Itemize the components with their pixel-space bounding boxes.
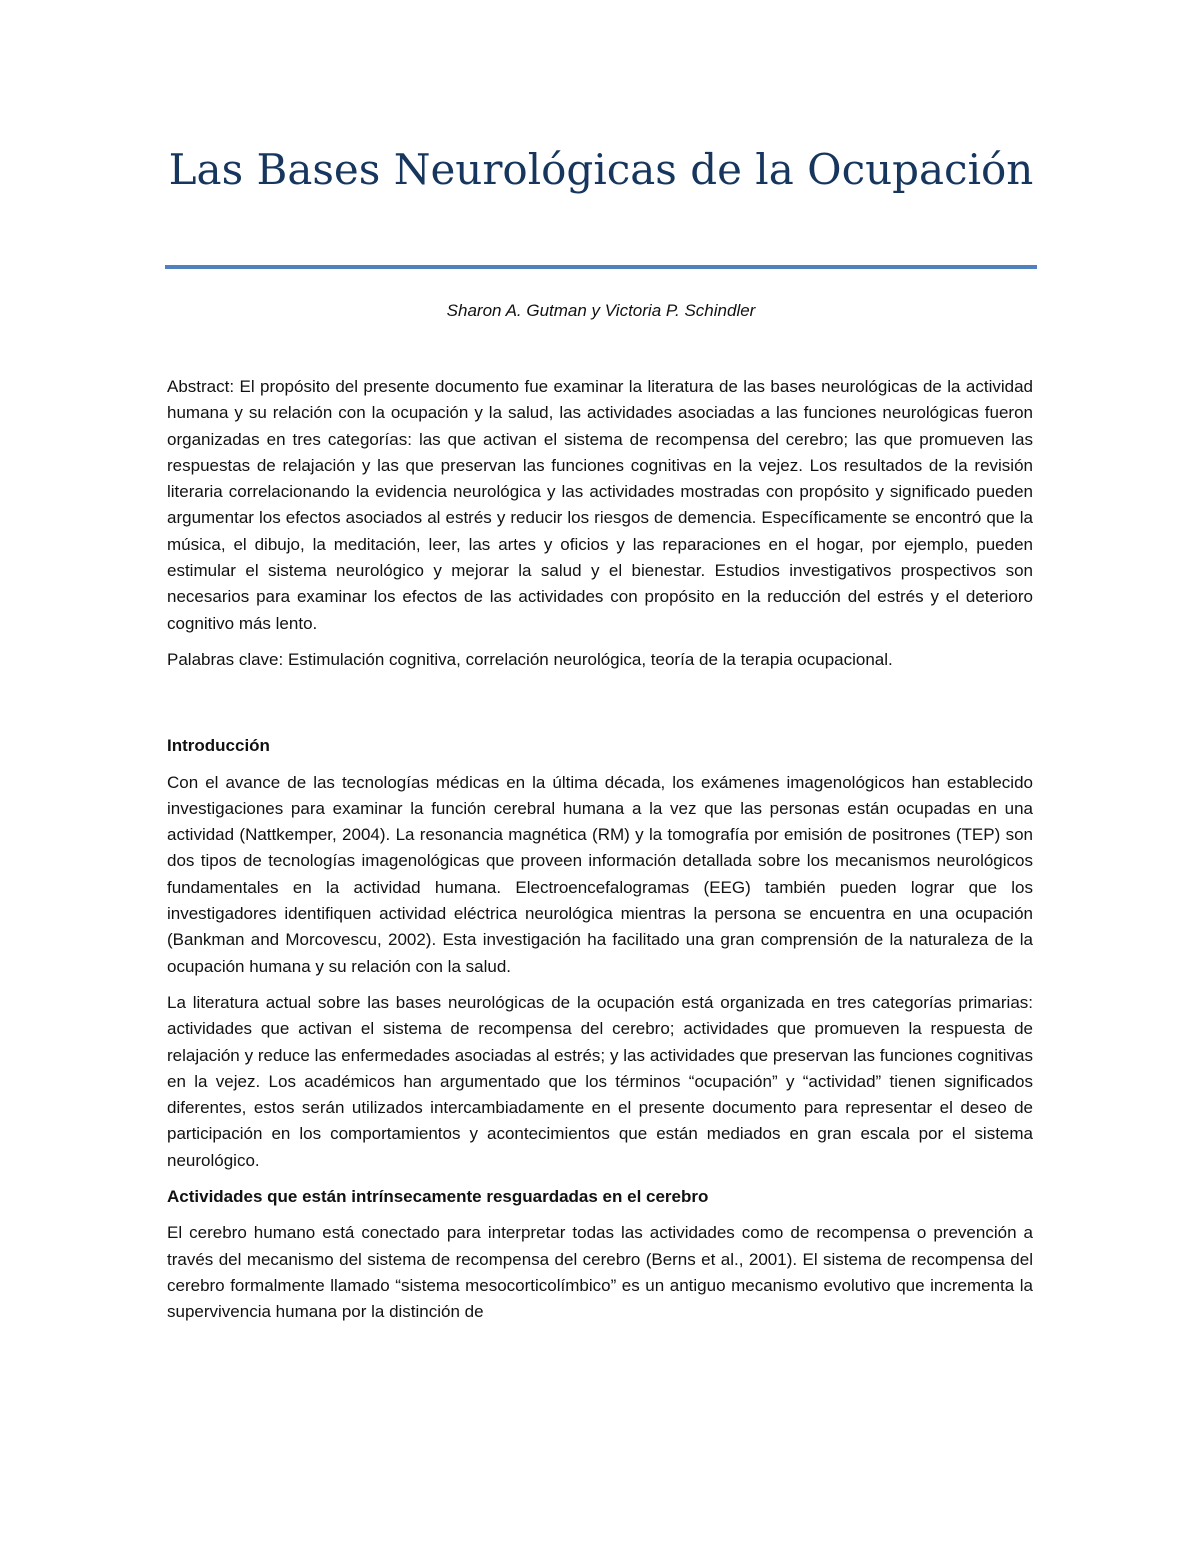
body-paragraph: La literatura actual sobre las bases neurológicas de la ocupación está organizada en tres categorías primarias: actividades que activan el sistema de recompensa del cerebro; actividades que promueven la respuesta de relajación y reduce las enfermedades asociadas al estrés; y las actividades que preservan las funciones cognitivas en la vejez. Los académicos han argumentado que los términos “ocupación” y “actividad” tienen significados diferentes, estos serán utilizados intercambiadamente en el presente documento para representar el deseo de participación en los comportamientos y acontecimientos que están mediados en gran escala por el sistema neurológico. [167,992,1033,1170]
section-heading-actividades: Actividades que están intrínsecamente resguardadas en el cerebro [167,1187,709,1207]
title-divider [165,265,1037,269]
section-spacer [167,683,1033,733]
document-body [167,374,1033,1336]
document-authors: Sharon A. Gutman y Victoria P. Schindler [446,301,756,320]
keywords-paragraph: Palabras clave: Estimulación cognitiva, correlación neurológica, teoría de la terapia ocupacional. [167,649,893,669]
document-title: Las Bases Neurológicas de la Ocupación [168,145,1034,194]
abstract-paragraph: Abstract: El propósito del presente documento fue examinar la literatura de las bases neurológicas de la actividad humana y su relación con la ocupación y la salud, las actividades asociadas a las funciones neurológicas fueron organizadas en tres categorías: las que activan el sistema de recompensa del cerebro; las que promueven las respuestas de relajación y las que preservan las funciones cognitivas en la vejez. Los resultados de la revisión literaria correlacionando la evidencia neurológica y las actividades mostradas con propósito y significado pueden argumentar los efectos asociados al estrés y reducir los riesgos de demencia. Específicamente se encontró que la música, el dibujo, la meditación, leer, las artes y oficios y las reparaciones en el hogar, por ejemplo, pueden estimular el sistema neurológico y mejorar la salud y el bienestar. Estudios investigativos prospectivos son necesarios para examinar los efectos de las actividades con propósito en la reducción del estrés y el deterioro cognitivo más lento. [167,377,1033,633]
body-paragraph: El cerebro humano está conectado para interpretar todas las actividades como de recompensa o prevención a través del mecanismo del sistema de recompensa del cerebro (Berns et al., 2001). El sistema de recompensa del cerebro formalmente llamado “sistema mesocorticolímbico” es un antiguo mecanismo evolutivo que incrementa la supervivencia humana por la distinción de [167,1223,1033,1322]
section-heading-introduccion: Introducción [167,736,270,756]
body-paragraph: Con el avance de las tecnologías médicas en la última década, los exámenes imagenológicos han establecido investigaciones para examinar la función cerebral humana a la vez que las personas están ocupadas en una actividad (Nattkemper, 2004). La resonancia magnética (RM) y la tomografía por emisión de positrones (TEP) son dos tipos de tecnologías imagenológicas que proveen información detallada sobre los mecanismos neurológicos fundamentales en la actividad humana. Electroencefalogramas (EEG) también pueden lograr que los investigadores identifiquen actividad eléctrica neurológica mientras la persona se encuentra en una ocupación (Bankman and Morcovescu, 2002). Esta investigación ha facilitado una gran comprensión de la naturaleza de la ocupación humana y su relación con la salud. [167,772,1033,976]
